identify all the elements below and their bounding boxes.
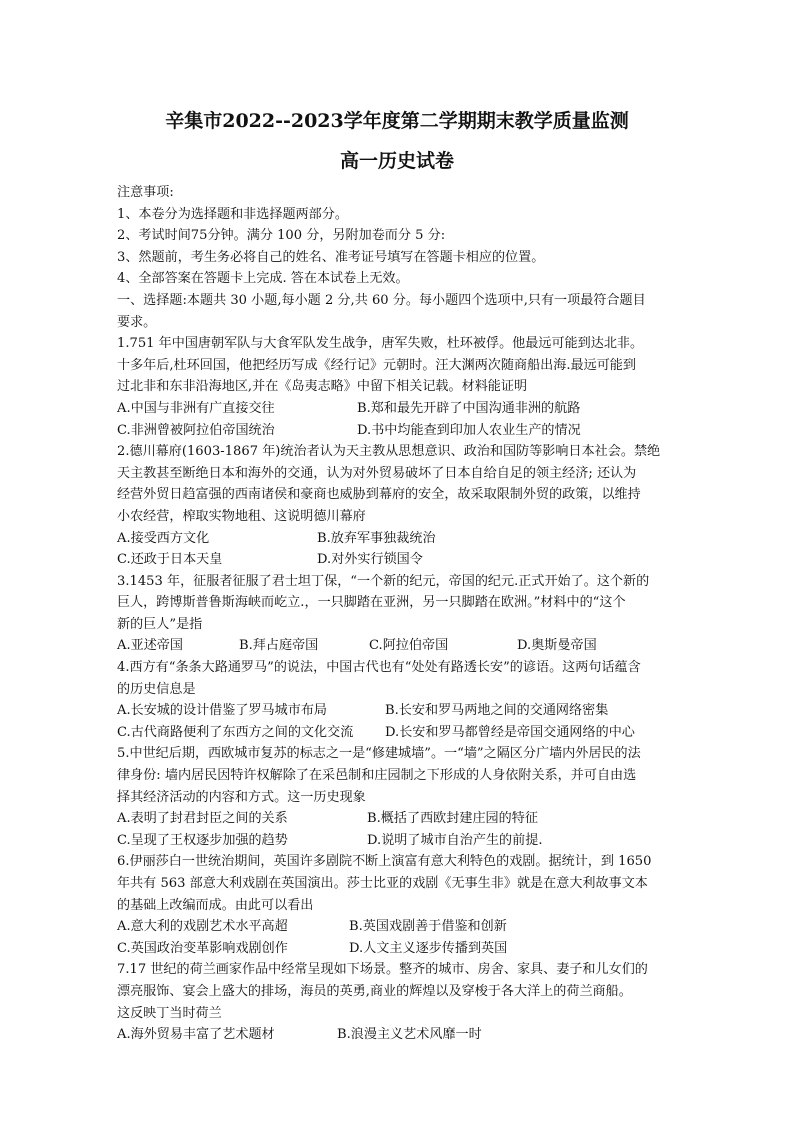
question-1 [117, 333, 677, 441]
exam-body [117, 182, 677, 1046]
option-c: C.古代商路便利了东西方之间的文化交流 [117, 724, 354, 740]
option-c: C.还政于日本天皇 [117, 552, 223, 568]
option-a: A.中国与非洲有广直接交往 [117, 400, 275, 416]
option-a: A.接受西方文化 [117, 530, 210, 546]
option-row [117, 808, 677, 830]
question-stem-line: 巨人，跨博斯普鲁斯海峡而屹立.，一只脚踏在亚洲，另一只脚踏在欧洲。”材料中的“这个 [117, 595, 626, 611]
option-b: B.郑和最先开辟了中国沟通非洲的航路 [357, 400, 581, 416]
question-stem-line: 5.中世纪后期，西欧城市复苏的标志之一是“修建城墙”。一“墙”之隔区分广墙内外居民的法 [117, 746, 641, 762]
option-row [117, 700, 677, 722]
option-row [117, 722, 677, 744]
question-stem-line: 的历史信息是 [117, 681, 196, 697]
question-stem-line: 律身份: 墙内居民因特许权解除了在采邑制和庄园制之下形成的人身依附关系，并可自由选 [117, 768, 637, 784]
question-7 [117, 959, 677, 1045]
option-d: D.奥斯曼帝国 [517, 638, 597, 654]
option-a: A.长安城的设计借鉴了罗马城市布局 [117, 703, 328, 719]
option-d: D.说明了城市自治产生的前提. [367, 832, 543, 848]
section-heading-line: 要求。 [117, 314, 157, 330]
option-row [117, 916, 677, 938]
option-row [117, 398, 677, 420]
section-heading [117, 290, 677, 333]
option-c: C.英国政治变革影响戏剧创作 [117, 940, 288, 956]
question-3 [117, 571, 677, 657]
note-item: 3、然题前，考生务必将自己的姓名、准考证号填写在答题卡相应的位置。 [117, 249, 545, 265]
section-heading-line: 一、选择题:本题共 30 小题,每小题 2 分,共 60 分。每小题四个选项中,只有一项最符合题目 [117, 292, 646, 308]
notes-heading: 注意事项: [117, 185, 174, 200]
option-c: C.非洲曾被阿拉伯帝国统治 [117, 422, 275, 438]
question-stem-line: 的基础上改编而成。由此可以看出 [117, 897, 314, 913]
question-stem-line: 择其经济活动的内容和方式。这一历史现象 [117, 789, 366, 805]
question-stem-line: 漂亮服饰、宴会上盛大的排场，海员的英勇,商业的辉煌以及穿梭于各大洋上的荷兰商船。 [117, 983, 632, 999]
option-b: B.拜占庭帝国 [239, 638, 319, 654]
notes-section [117, 182, 677, 290]
option-a: A.表明了封君封臣之间的关系 [117, 811, 288, 827]
option-d: D.人文主义逐步传播到英国 [349, 940, 508, 956]
question-stem-line: 4.西方有“条条大路通罗马”的说法，中国古代也有“处处有路透长安”的谚语。这两句话蕴含 [117, 660, 641, 676]
option-row [117, 938, 677, 960]
question-6 [117, 851, 677, 959]
exam-title: 辛集市2022--2023学年度第二学期期末教学质量监测 [165, 110, 629, 132]
option-d: D.对外实行锁国令 [317, 552, 423, 568]
question-stem-line: 过北非和东非沿海地区,并在《岛夷志略》中留下相关记载。材料能证明 [117, 379, 528, 395]
option-b: B.放弃军事独裁统治 [317, 530, 436, 546]
option-row [117, 830, 677, 852]
option-d: D.长安和罗马都曾经是帝国交通网络的中心 [385, 724, 635, 740]
option-a: A.意大利的戏剧艺术水平高超 [117, 919, 288, 935]
question-stem-line: 7.17 世纪的荷兰画家作品中经常呈现如下场景。整齐的城市、房舍、家具、妻子和儿女们的 [117, 962, 648, 978]
question-stem-line: 年共有 563 部意大利戏剧在英国演出。莎士比亚的戏剧《无事生非》就是在意大利故事文本 [117, 876, 648, 891]
option-row [117, 635, 677, 657]
question-stem-line: 1.751 年中国唐朝军队与大食军队发生战争，唐军失败，杜环被俘。他最远可能到达北非。 [117, 336, 644, 352]
exam-subtitle: 高一历史试卷 [339, 150, 454, 172]
note-item: 1、本卷分为选择题和非选择题两部分。 [117, 206, 348, 222]
option-c: C.呈现了王权逐步加强的趋势 [117, 832, 288, 848]
question-stem-line: 2.德川幕府(1603-1867 年)统治者认为天主教从思想意识、政治和国防等影响日本社会。禁绝 [117, 444, 661, 460]
question-stem-line: 6.伊丽莎白一世统治期间，英国许多剧院不断上演富有意大利特色的戏剧。据统计，到 1650 [117, 854, 652, 870]
option-a: A.海外贸易丰富了艺术题材 [117, 1027, 275, 1043]
option-row [117, 549, 677, 571]
question-stem-line: 这反映丁当时荷兰 [117, 1005, 222, 1021]
question-4 [117, 657, 677, 743]
question-stem-line: 天主教甚至断绝日本和海外的交通，认为对外贸易破坏了日本自给自足的领主经济; 还认为 [117, 465, 637, 481]
note-item: 2、考试时间75分钟。满分 100 分，另附加卷而分 5 分: [117, 228, 446, 244]
option-d: D.书中均能查到印加人农业生产的情况 [357, 422, 581, 438]
option-row [117, 420, 677, 442]
question-stem-line: 小农经营，榨取实物地租、这说明德川幕府 [117, 508, 366, 524]
note-item: 4、全部答案在答题卡上完成. 答在本试卷上无效。 [117, 271, 409, 287]
option-row [117, 1024, 677, 1046]
option-b: B.概括了西欧封建庄园的特征 [367, 811, 538, 827]
question-5 [117, 743, 677, 851]
option-row [117, 528, 677, 550]
option-a: A.亚述帝国 [117, 638, 183, 654]
option-b: B.英国戏剧善于借鉴和创新 [349, 919, 507, 935]
question-stem-line: 新的巨人”是指 [117, 616, 203, 632]
option-b: B.浪漫主义艺术风靡一时 [337, 1027, 482, 1043]
option-c: C.阿拉伯帝国 [369, 638, 449, 654]
option-b: B.长安和罗马两地之间的交通网络密集 [385, 703, 609, 719]
question-stem-line: 经营外贸日趋富强的西南诸侯和豪商也威胁到幕府的安全，故采取限制外贸的政策，以维持 [117, 487, 641, 503]
question-2 [117, 441, 677, 571]
question-stem-line: 十多年后,杜环回国，他把经历写成《经行记》元朝时。汪大渊两次随商船出海.最远可能到 [117, 357, 636, 373]
question-stem-line: 3.1453 年，征服者征服了君士坦丁保，“一个新的纪元，帝国的纪元.正式开始了。这个新的 [117, 573, 650, 589]
